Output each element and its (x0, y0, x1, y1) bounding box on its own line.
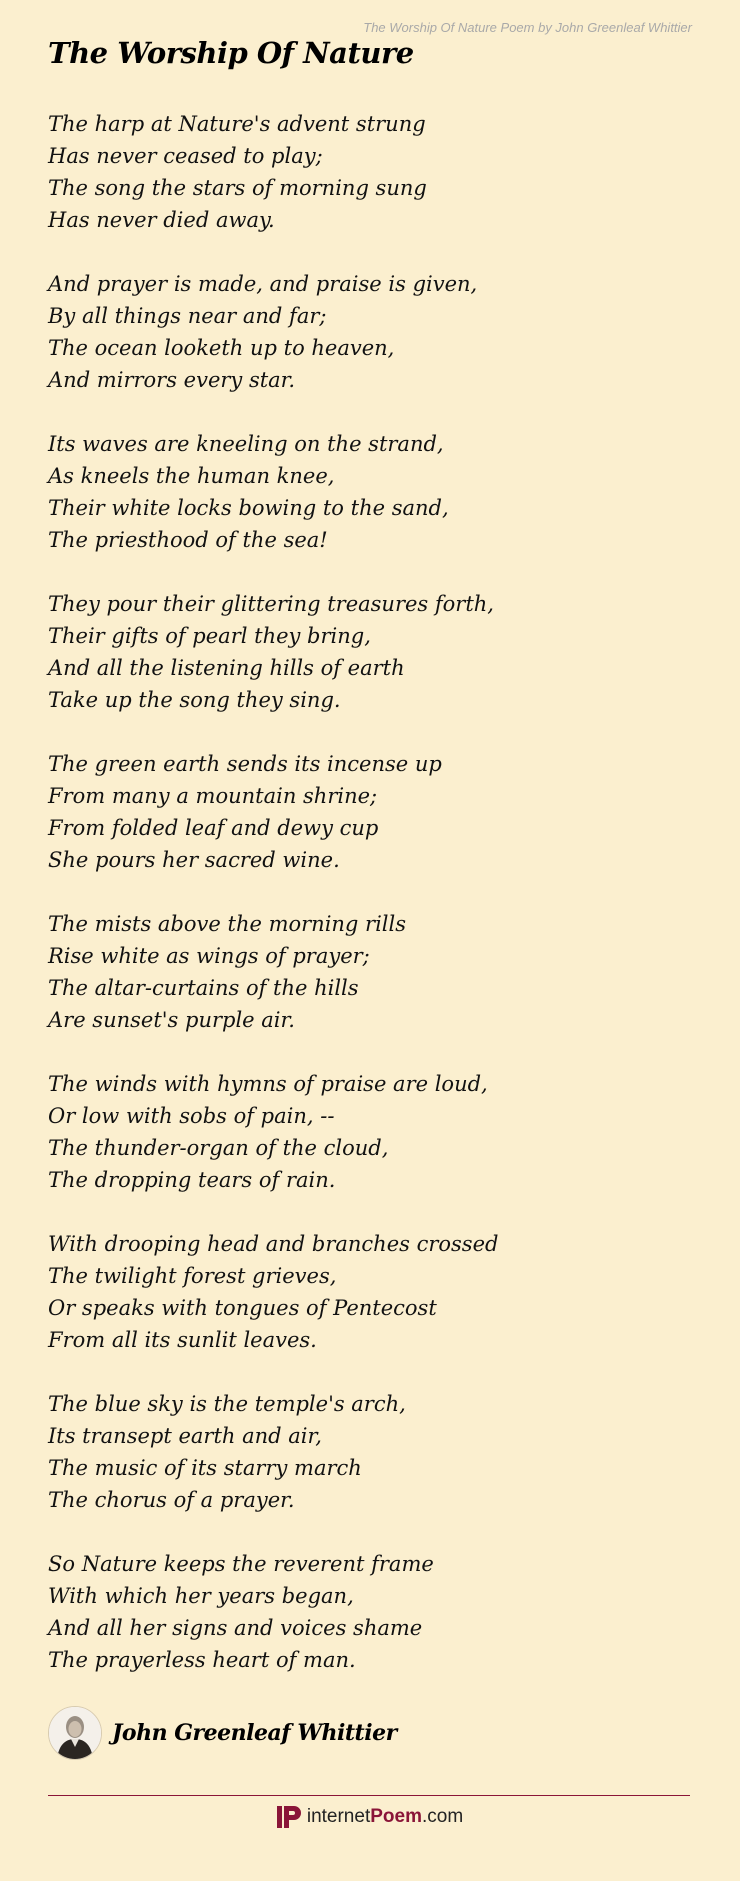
poem-line: And mirrors every star. (48, 368, 296, 392)
poem-line: With drooping head and branches crossed (48, 1232, 499, 1256)
poem-line: Or low with sobs of pain, -- (48, 1104, 335, 1128)
poem-line: Has never died away. (48, 208, 275, 232)
poem-line: Rise white as wings of prayer; (48, 944, 370, 968)
poem-line: The twilight forest grieves, (48, 1264, 337, 1288)
poem-line: The song the stars of morning sung (48, 176, 427, 200)
poem-stanza (48, 1548, 698, 1676)
poem-line: They pour their glittering treasures forth, (48, 592, 494, 616)
author-avatar[interactable] (48, 1706, 102, 1760)
poem-line: The prayerless heart of man. (48, 1648, 356, 1672)
poem-stanza (48, 1388, 698, 1516)
poem-line: Take up the song they sing. (48, 688, 341, 712)
poem-stanza (48, 108, 698, 236)
poem-line: Or speaks with tongues of Pentecost (48, 1296, 437, 1320)
poem-line: Has never ceased to play; (48, 144, 323, 168)
poem-line: The music of its starry march (48, 1456, 362, 1480)
poem-line: The ocean looketh up to heaven, (48, 336, 395, 360)
poem-line: As kneels the human knee, (48, 464, 335, 488)
poem-line: So Nature keeps the reverent frame (48, 1552, 434, 1576)
poem-line: The thunder-organ of the cloud, (48, 1136, 389, 1160)
footer-divider (48, 1795, 690, 1796)
poem-line: With which her years began, (48, 1584, 354, 1608)
poem-line: She pours her sacred wine. (48, 848, 340, 872)
poem-line: Its waves are kneeling on the strand, (48, 432, 444, 456)
poem-stanza (48, 908, 698, 1036)
poem-stanza (48, 268, 698, 396)
poem-stanza (48, 1228, 698, 1356)
poem-stanza (48, 1068, 698, 1196)
poem-line: The blue sky is the temple's arch, (48, 1392, 406, 1416)
poem-line: By all things near and far; (48, 304, 327, 328)
site-footer[interactable] (0, 1804, 740, 1830)
author-block[interactable] (48, 1706, 397, 1760)
brand-internet: internet (306, 1806, 371, 1827)
poem-line: The priesthood of the sea! (48, 528, 328, 552)
poem-line: The green earth sends its incense up (48, 752, 442, 776)
poem-title: The Worship Of Nature (48, 36, 414, 70)
poem-line: From many a mountain shrine; (48, 784, 378, 808)
author-portrait-icon (49, 1707, 101, 1759)
poem-line: The harp at Nature's advent strung (48, 112, 426, 136)
poem-line: And all her signs and voices shame (48, 1616, 423, 1640)
poem-line: The winds with hymns of praise are loud, (48, 1072, 488, 1096)
poem-line: Are sunset's purple air. (48, 1008, 295, 1032)
author-name[interactable]: John Greenleaf Whittier (112, 1720, 397, 1746)
poem-line: The altar-curtains of the hills (48, 976, 359, 1000)
poem-stanza (48, 428, 698, 556)
poem-line: Its transept earth and air, (48, 1424, 322, 1448)
poem-line: And prayer is made, and praise is given, (48, 272, 478, 296)
poem-line: Their white locks bowing to the sand, (48, 496, 449, 520)
poem-line: The chorus of a prayer. (48, 1488, 295, 1512)
poem-line: The mists above the morning rills (48, 912, 407, 936)
poem-body (48, 108, 698, 1708)
brand-poem: Poem (370, 1806, 422, 1827)
brand-dotcom: .com (421, 1806, 464, 1827)
poem-stanza (48, 588, 698, 716)
poem-line: And all the listening hills of earth (48, 656, 405, 680)
poem-line: Their gifts of pearl they bring, (48, 624, 371, 648)
poem-stanza (48, 748, 698, 876)
site-brand[interactable] (307, 1806, 463, 1828)
internetpoem-logo-icon[interactable] (277, 1804, 301, 1830)
header-caption: The Worship Of Nature Poem by John Greenleaf Whittier (363, 20, 692, 35)
poem-line: The dropping tears of rain. (48, 1168, 336, 1192)
poem-line: From all its sunlit leaves. (48, 1328, 317, 1352)
poem-line: From folded leaf and dewy cup (48, 816, 379, 840)
